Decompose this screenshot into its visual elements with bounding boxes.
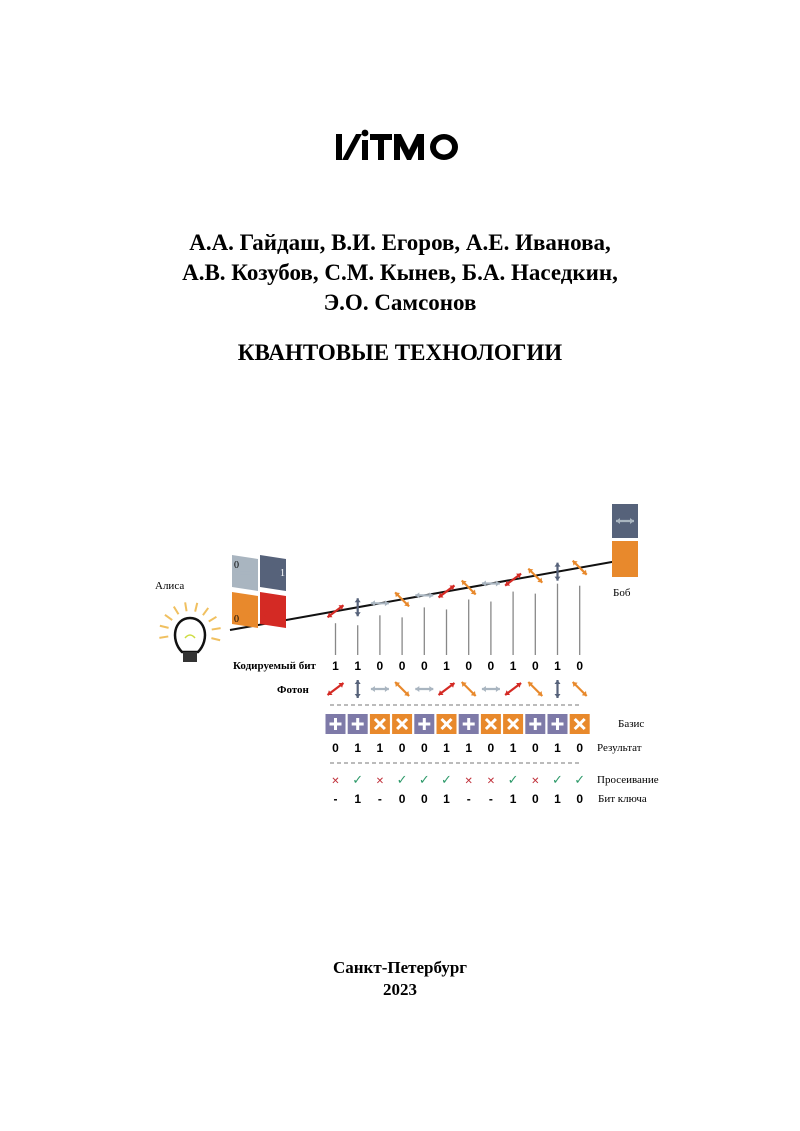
encoded-bit: 0	[531, 659, 539, 673]
photon-icon	[462, 682, 476, 696]
encoded-bit: 0	[487, 659, 495, 673]
check-icon: ✓	[418, 773, 430, 788]
result-bit: 1	[465, 741, 473, 755]
photon-icon	[528, 682, 542, 696]
check-icon: ✓	[552, 773, 563, 788]
result-label: Результат	[597, 742, 642, 754]
alice-label: Алиса	[155, 580, 185, 592]
result-bit: 0	[398, 741, 406, 755]
key-bit: 1	[509, 792, 517, 806]
sifting-label: Просеивание	[597, 774, 659, 786]
rectilinear-basis-icon	[459, 714, 479, 734]
photon-icon	[415, 686, 433, 692]
key-bit: -	[488, 792, 493, 806]
photon-icon	[355, 680, 361, 698]
key-bit: -	[377, 792, 382, 806]
check-icon: ✓	[574, 773, 586, 788]
encoded-bit: 0	[376, 659, 384, 673]
result-bit: 1	[554, 741, 561, 755]
photon-icon	[395, 682, 409, 696]
cross-icon: ✕	[331, 776, 340, 787]
diagonal-basis-icon	[370, 714, 390, 734]
photon-icon	[573, 682, 587, 696]
diagonal-basis-icon	[481, 714, 501, 734]
rectilinear-basis-icon	[326, 714, 346, 734]
rectilinear-basis-icon	[548, 714, 568, 734]
authors-line-2: А.В. Козубов, С.М. Кынев, Б.А. Наседкин,	[182, 260, 618, 285]
alice-basis-digit: 0	[234, 614, 239, 625]
rectilinear-basis-icon	[414, 714, 434, 734]
result-bit: 0	[487, 741, 495, 755]
alice-basis-digit: 1	[280, 568, 285, 579]
encoded-bit-label: Кодируемый бит	[233, 660, 316, 672]
key-bit: 1	[554, 792, 561, 806]
diagonal-basis-icon	[503, 714, 523, 734]
result-bit: 1	[509, 741, 517, 755]
encoded-bit: 0	[465, 659, 473, 673]
year: 2023	[383, 980, 417, 999]
photon-icon	[371, 686, 389, 692]
result-bit: 0	[576, 741, 584, 755]
check-icon: ✓	[396, 773, 408, 788]
encoded-bit: 0	[420, 659, 428, 673]
key-bit: -	[466, 792, 471, 806]
diagonal-basis-icon	[437, 714, 457, 734]
key-bit: 0	[576, 792, 584, 806]
check-icon: ✓	[507, 773, 519, 788]
photon-icon	[505, 683, 521, 695]
result-bit: 0	[332, 741, 339, 755]
lightbulb-icon	[159, 602, 220, 662]
diagonal-basis-icon	[392, 714, 412, 734]
authors-line-1: А.А. Гайдаш, В.И. Егоров, А.Е. Иванова,	[189, 230, 611, 255]
imprint	[0, 957, 800, 1001]
key-bit: 0	[531, 792, 539, 806]
encoded-bit: 1	[509, 659, 517, 673]
cross-icon: ✕	[464, 776, 473, 787]
key-bit: 0	[420, 792, 428, 806]
book-title: КВАНТОВЫЕ ТЕХНОЛОГИИ	[237, 340, 563, 365]
encoded-bit: 0	[398, 659, 406, 673]
basis-label: Базис	[618, 718, 645, 730]
result-bit: 1	[443, 741, 450, 755]
cross-icon: ✕	[486, 776, 496, 787]
result-bit: 0	[531, 741, 539, 755]
diagonal-basis-icon	[570, 714, 590, 734]
bob-polarizers	[612, 504, 638, 577]
result-bit: 1	[354, 741, 362, 755]
check-icon: ✓	[441, 773, 452, 788]
key-bit-label: Бит ключа	[598, 793, 647, 805]
authors-line-3: Э.О. Самсонов	[323, 290, 477, 315]
photon-icon	[439, 683, 455, 695]
alice-basis-digit: 0	[234, 560, 239, 571]
photon-icon	[555, 680, 561, 698]
rectilinear-basis-icon	[348, 714, 368, 734]
result-bit: 1	[376, 741, 384, 755]
alice-basis-digit: 1	[280, 628, 285, 639]
encoded-bit: 1	[354, 659, 362, 673]
photon-icon	[328, 683, 344, 695]
photon-icon	[482, 686, 500, 692]
cross-icon: ✕	[531, 776, 540, 787]
key-bit: 1	[354, 792, 362, 806]
city: Санкт-Петербург	[332, 958, 468, 977]
alice-polarizers	[232, 555, 286, 639]
photon-label: Фотон	[277, 684, 309, 696]
encoded-bit: 1	[443, 659, 450, 673]
encoded-bit: 1	[554, 659, 561, 673]
rectilinear-basis-icon	[525, 714, 545, 734]
itmo-logo	[334, 126, 466, 162]
cross-icon: ✕	[375, 776, 385, 787]
key-bit: -	[333, 792, 338, 806]
key-bit: 0	[398, 792, 406, 806]
check-icon: ✓	[352, 773, 364, 788]
bob-label: Боб	[613, 587, 631, 599]
bb84-protocol-figure	[140, 500, 700, 820]
result-bit: 0	[420, 741, 428, 755]
encoded-bit: 1	[332, 659, 339, 673]
authors	[0, 228, 800, 318]
key-bit: 1	[443, 792, 450, 806]
encoded-bit: 0	[576, 659, 584, 673]
